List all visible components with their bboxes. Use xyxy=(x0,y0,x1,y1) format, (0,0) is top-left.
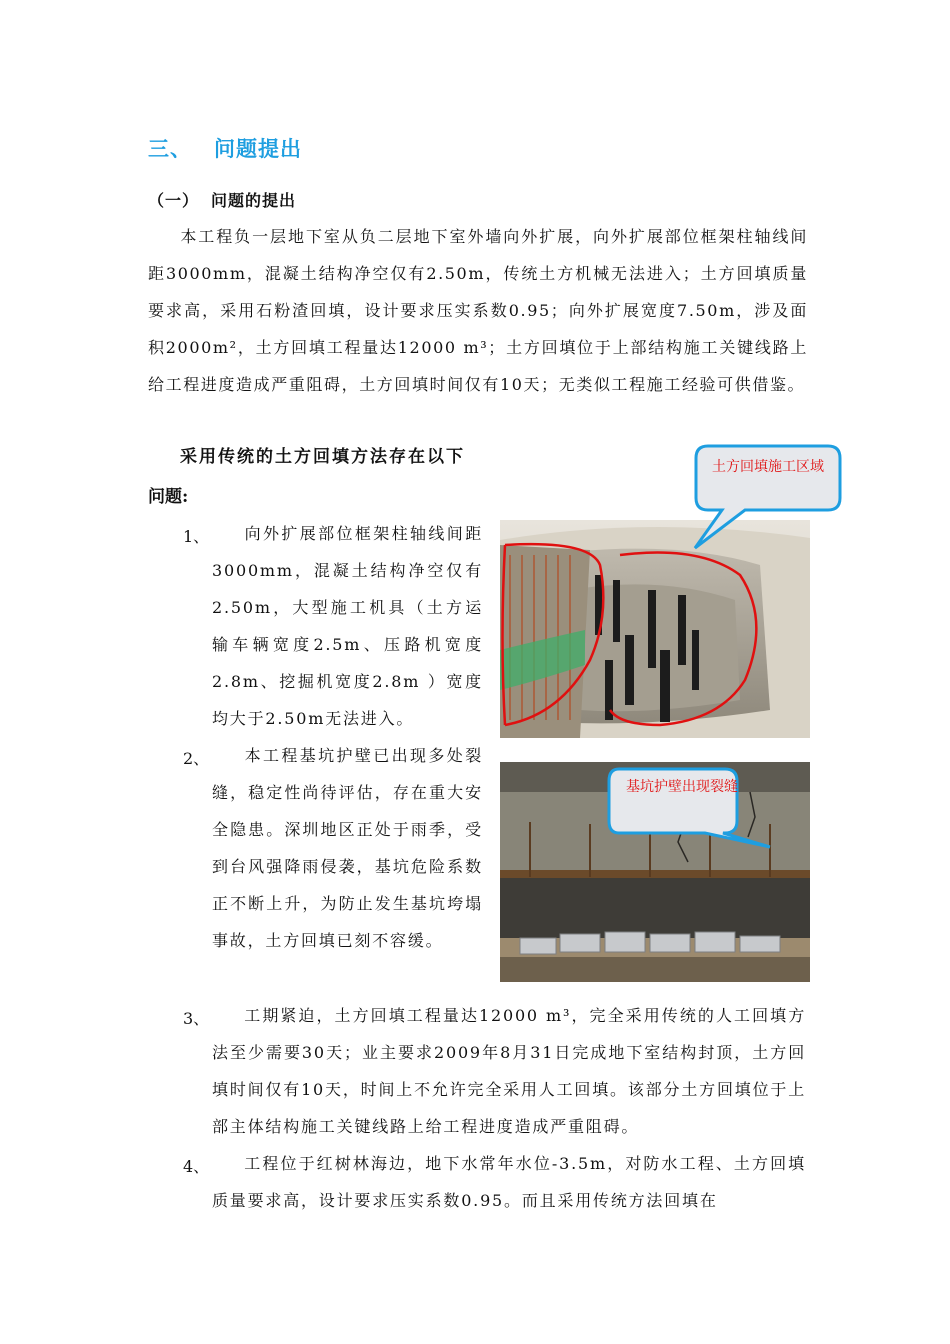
section-number: 三、 xyxy=(148,137,192,161)
item-1-number: 1、 xyxy=(183,527,210,546)
backfill-area-photo xyxy=(500,520,810,738)
item-1 xyxy=(212,515,483,737)
item-1-text: 向外扩展部位框架柱轴线间距3000mm，混凝土结构净空仅有2.50m，大型施工机具（土方运输车辆宽度2.5m、压路机宽度2.8m、挖掘机宽度2.8m ）宽度均大于2.50m无法进入。 xyxy=(212,524,483,728)
lead-line-2: 问题: xyxy=(148,487,189,507)
callout-2-text: 基坑护壁出现裂缝 xyxy=(626,779,738,795)
item-2 xyxy=(212,737,483,959)
item-4-number: 4、 xyxy=(183,1157,210,1176)
callout-1-text: 土方回填施工区域 xyxy=(712,459,824,475)
item-2-number: 2、 xyxy=(183,749,210,768)
item-4 xyxy=(212,1145,806,1219)
backfill-area-illustration xyxy=(500,520,810,738)
subsection-heading xyxy=(148,188,296,211)
section-title: 问题提出 xyxy=(214,137,302,161)
intro-paragraph xyxy=(148,218,808,403)
item-4-text: 工程位于红树林海边，地下水常年水位-3.5m，对防水工程、土方回填质量要求高，设计要求压实系数0.95。而且采用传统方法回填在 xyxy=(212,1154,806,1210)
subsection-number: （一） xyxy=(148,191,200,210)
subsection-title: 问题的提出 xyxy=(211,191,297,210)
item-2-text: 本工程基坑护壁已出现多处裂缝，稳定性尚待评估，存在重大安全隐患。深圳地区正处于雨季，受到台风强降雨侵袭，基坑危险系数正不断上升，为防止发生基坑垮塌事故，土方回填已刻不容缓。 xyxy=(212,746,483,950)
intro-text: 本工程负一层地下室从负二层地下室外墙向外扩展，向外扩展部位框架柱轴线间距3000mm，混凝土结构净空仅有2.50m，传统土方机械无法进入；土方回填质量要求高，采用石粉渣回填，设计要求压实系数0.95；向外扩展宽度7.50m，涉及面积2000m²，土方回填工程量达12000 m³；土方回填位于上部结构施工关键线路上给工程进度造成严重阻碍，土方回填时间仅有10天；无类似工程施工经验可供借鉴。 xyxy=(148,227,808,394)
item-3 xyxy=(212,997,806,1145)
item-3-number: 3、 xyxy=(183,1009,210,1028)
item-3-text: 工期紧迫，土方回填工程量达12000 m³，完全采用传统的人工回填方法至少需要30天；业主要求2009年8月31日完成地下室结构封顶，土方回填时间仅有10天，时间上不允许完全采用人工回填。该部分土方回填位于上部主体结构施工关键线路上给工程进度造成严重阻碍。 xyxy=(212,1006,806,1136)
lead-line-1: 采用传统的土方回填方法存在以下 xyxy=(180,447,465,467)
section-heading xyxy=(148,133,302,163)
